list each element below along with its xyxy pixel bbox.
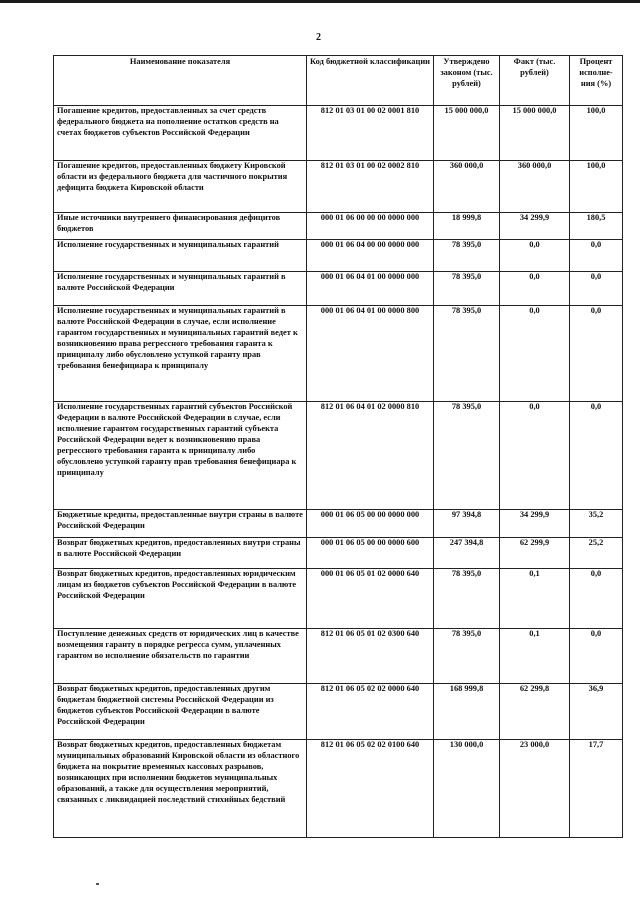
row-approved: 78 395,0 — [434, 240, 500, 272]
row-name: Исполнение государственных и муниципальных гарантий — [54, 240, 307, 272]
row-name: Исполнение государственных гарантий субъектов Российской Федерации в валюте Российской Федерации в случае, если исполнение гарантом государственных гарантий субъекта Российской Федерации ведет к возникновению права регрессного требования гаранта к принципалу либо обусловлено уступкой гаранту прав требования бенефициара к принципалу — [54, 402, 307, 510]
row-approved: 247 394,8 — [434, 538, 500, 569]
row-percent: 0,0 — [570, 240, 623, 272]
header-name: Наименование показателя — [54, 56, 307, 106]
row-approved: 78 395,0 — [434, 402, 500, 510]
row-fact: 15 000 000,0 — [500, 106, 570, 161]
row-code: 812 01 03 01 00 02 0002 810 — [307, 161, 434, 213]
row-percent: 0,0 — [570, 306, 623, 402]
row-code: 000 01 06 05 00 00 0000 000 — [307, 510, 434, 538]
page-number: 2 — [316, 32, 321, 43]
row-name: Бюджетные кредиты, предоставленные внутри страны в валюте Российской Федерации — [54, 510, 307, 538]
row-fact: 62 299,9 — [500, 538, 570, 569]
row-fact: 0,0 — [500, 272, 570, 306]
table-row — [54, 740, 623, 838]
row-approved: 168 999,8 — [434, 684, 500, 740]
table-header-row — [54, 56, 623, 106]
table-row — [54, 402, 623, 510]
row-code: 000 01 06 04 01 00 0000 800 — [307, 306, 434, 402]
row-approved: 78 395,0 — [434, 569, 500, 629]
row-code: 000 01 06 00 00 00 0000 000 — [307, 213, 434, 240]
row-percent: 25,2 — [570, 538, 623, 569]
row-fact: 23 000,0 — [500, 740, 570, 838]
row-percent: 100,0 — [570, 161, 623, 213]
row-approved: 78 395,0 — [434, 629, 500, 684]
row-fact: 34 299,9 — [500, 510, 570, 538]
row-approved: 97 394,8 — [434, 510, 500, 538]
header-percent: Процент исполне-ния (%) — [570, 56, 623, 106]
row-fact: 0,0 — [500, 240, 570, 272]
row-name: Возврат бюджетных кредитов, предоставленных другим бюджетам бюджетной системы Российской Федерации из бюджетов субъектов Российской Федерации в валюте Российской Федерации — [54, 684, 307, 740]
header-fact: Факт (тыс. рублей) — [500, 56, 570, 106]
row-name: Иные источники внутреннего финансирования дефицитов бюджетов — [54, 213, 307, 240]
row-percent: 0,0 — [570, 272, 623, 306]
table-row — [54, 684, 623, 740]
row-percent: 17,7 — [570, 740, 623, 838]
row-code: 000 01 06 04 01 00 0000 000 — [307, 272, 434, 306]
row-approved: 15 000 000,0 — [434, 106, 500, 161]
row-name: Исполнение государственных и муниципальных гарантий в валюте Российской Федерации — [54, 272, 307, 306]
row-name: Исполнение государственных и муниципальных гарантий в валюте Российской Федерации в случае, если исполнение гарантом государственных и муниципальных гарантий ведет к возникновению права регрессного требования гаранта к принципалу либо обусловлено уступкой гаранту прав требования бенефициара к принципалу — [54, 306, 307, 402]
table-row — [54, 240, 623, 272]
table-row — [54, 538, 623, 569]
row-code: 812 01 06 05 01 02 0300 640 — [307, 629, 434, 684]
header-code: Код бюджетной классификации — [307, 56, 434, 106]
table-row — [54, 161, 623, 213]
row-approved: 78 395,0 — [434, 306, 500, 402]
row-fact: 0,1 — [500, 629, 570, 684]
row-percent: 100,0 — [570, 106, 623, 161]
table-row — [54, 306, 623, 402]
row-fact: 360 000,0 — [500, 161, 570, 213]
row-fact: 62 299,8 — [500, 684, 570, 740]
row-percent: 0,0 — [570, 569, 623, 629]
row-percent: 180,5 — [570, 213, 623, 240]
row-percent: 0,0 — [570, 402, 623, 510]
top-scan-border — [0, 0, 640, 3]
row-fact: 0,0 — [500, 306, 570, 402]
row-approved: 78 395,0 — [434, 272, 500, 306]
row-code: 000 01 06 05 00 00 0000 600 — [307, 538, 434, 569]
table-row — [54, 106, 623, 161]
table-row — [54, 272, 623, 306]
row-fact: 0,1 — [500, 569, 570, 629]
row-percent: 36,9 — [570, 684, 623, 740]
row-name: Погашение кредитов, предоставленных бюджету Кировской области из федерального бюджета для частичного покрытия дефицита бюджета Кировской области — [54, 161, 307, 213]
row-name: Возврат бюджетных кредитов, предоставленных юридическим лицам из бюджетов субъектов Российской Федерации в валюте Российской Федерации — [54, 569, 307, 629]
row-code: 812 01 06 05 02 02 0100 640 — [307, 740, 434, 838]
row-code: 812 01 06 05 02 02 0000 640 — [307, 684, 434, 740]
table-row — [54, 213, 623, 240]
row-code: 812 01 03 01 00 02 0001 810 — [307, 106, 434, 161]
row-fact: 34 299,9 — [500, 213, 570, 240]
row-fact: 0,0 — [500, 402, 570, 510]
row-code: 000 01 06 05 01 02 0000 640 — [307, 569, 434, 629]
table-row — [54, 510, 623, 538]
header-approved: Утверждено законом (тыс. рублей) — [434, 56, 500, 106]
row-code: 000 01 06 04 00 00 0000 000 — [307, 240, 434, 272]
row-percent: 0,0 — [570, 629, 623, 684]
scan-speck — [96, 883, 99, 885]
budget-sources-table — [53, 55, 623, 838]
row-name: Возврат бюджетных кредитов, предоставленных бюджетам муниципальных образований Кировской области из областного бюджета на покрытие временных кассовых разрывов, возникающих при исполнении бюджетов муниципальных образований, а также для осуществления мероприятий, связанных с ликвидацией последствий стихийных бедствий — [54, 740, 307, 838]
row-code: 812 01 06 04 01 02 0000 810 — [307, 402, 434, 510]
row-percent: 35,2 — [570, 510, 623, 538]
row-name: Возврат бюджетных кредитов, предоставленных внутри страны в валюте Российской Федерации — [54, 538, 307, 569]
row-name: Погашение кредитов, предоставленных за счет средств федерального бюджета на пополнение остатков средств на счетах бюджетов субъектов Российской Федерации — [54, 106, 307, 161]
row-approved: 360 000,0 — [434, 161, 500, 213]
row-approved: 130 000,0 — [434, 740, 500, 838]
table-row — [54, 569, 623, 629]
row-approved: 18 999,8 — [434, 213, 500, 240]
table-row — [54, 629, 623, 684]
row-name: Поступление денежных средств от юридических лиц в качестве возмещения гаранту в порядке регресса сумм, уплаченных гарантом во исполнение обязательств по гарантии — [54, 629, 307, 684]
